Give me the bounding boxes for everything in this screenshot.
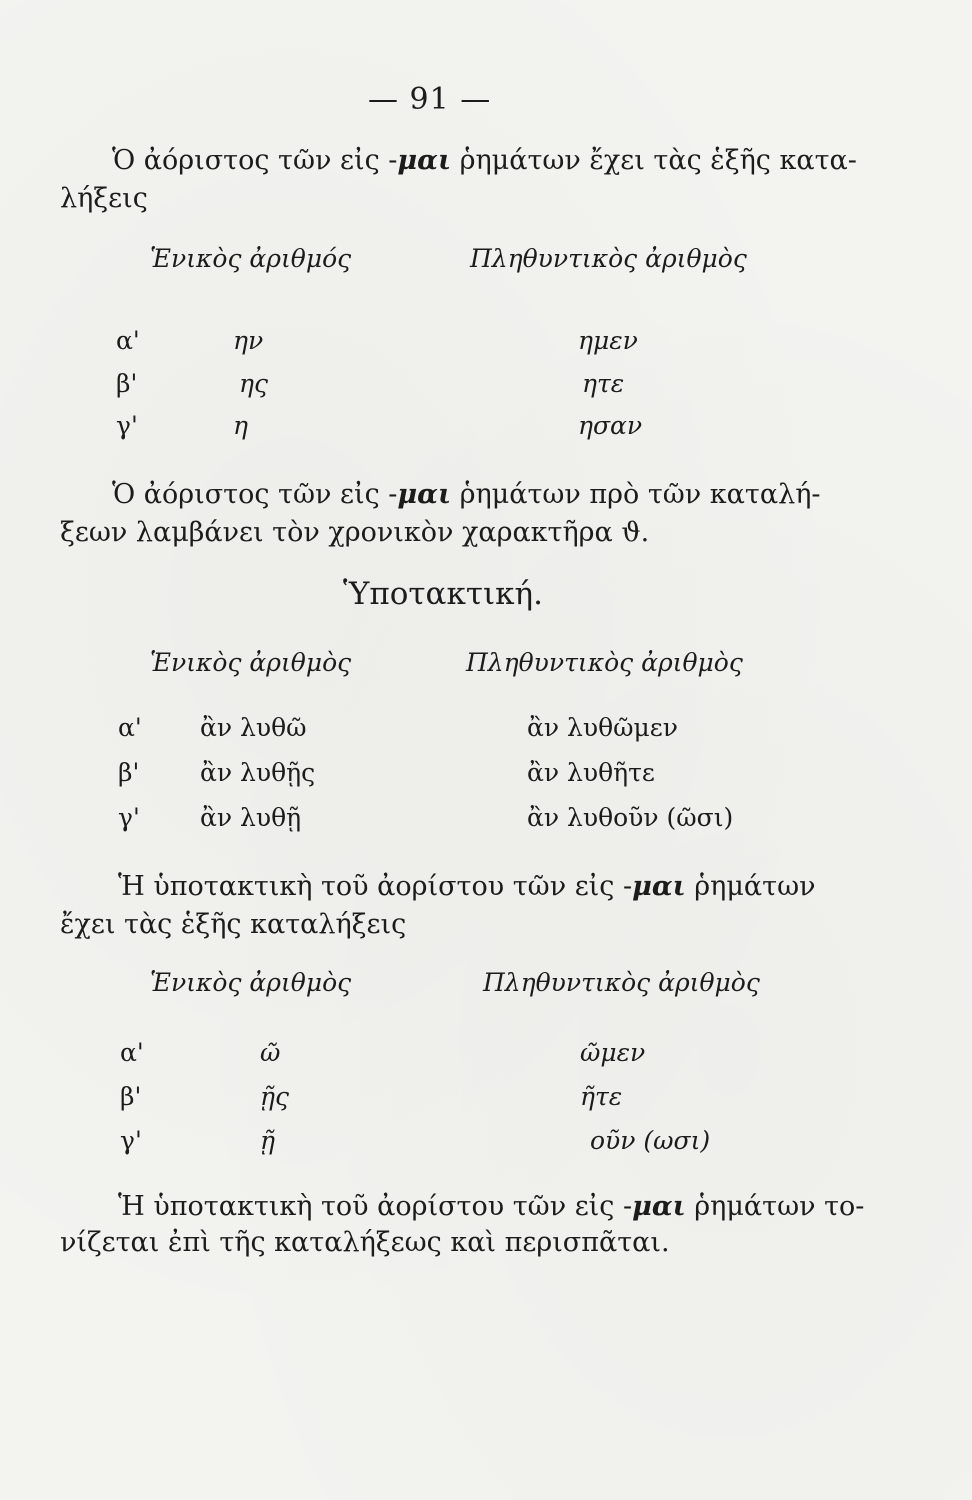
suffix-mai: μαι [632, 871, 686, 902]
person-label: α' [116, 326, 140, 355]
paragraph-line [112, 476, 821, 514]
plural-ending: ησαν [578, 411, 643, 440]
person-label: β' [116, 369, 138, 398]
column-header-plural: Πληθυντικὸς ἀριθμὸς [466, 648, 743, 677]
suffix-mai: μαι [632, 1191, 686, 1222]
singular-ending: η [233, 411, 248, 440]
paragraph-line: λήξεις [60, 183, 148, 214]
singular-ending: ῶ [260, 1038, 281, 1067]
singular-form: ἂν λυθῇ [200, 803, 302, 832]
text-segment: ῥημάτων ἔχει τὰς ἑξῆς κατα- [451, 145, 857, 176]
person-label: γ' [120, 1126, 142, 1155]
plural-form: ἂν λυθῆτε [527, 758, 655, 787]
column-header-plural: Πληθυντικὸς ἀριθμὸς [483, 968, 760, 997]
section-title: Ὑποτακτική. [343, 576, 543, 612]
person-label: α' [118, 713, 142, 742]
paragraph-line: ἔχει τὰς ἑξῆς καταλήξεις [60, 909, 407, 940]
singular-ending: ης [239, 369, 268, 398]
paragraph-line: ξεων λαμβάνει τὸν χρονικὸν χαρακτῆρα ϑ. [60, 517, 650, 548]
text-segment: Ὁ ἀόριστος τῶν εἰς - [112, 145, 398, 176]
plural-ending: ῶμεν [580, 1038, 646, 1067]
singular-ending: ῇς [260, 1082, 289, 1111]
singular-form: ἂν λυθῇς [200, 758, 316, 787]
column-header-singular: Ἑνικὸς ἀριθμός [150, 244, 352, 273]
paragraph-line [118, 868, 816, 906]
person-label: γ' [118, 803, 140, 832]
person-label: β' [118, 758, 140, 787]
singular-ending: ην [233, 326, 264, 355]
text-segment: Ἡ ὑποτακτικὴ τοῦ ἀορίστου τῶν εἰς - [118, 1191, 633, 1222]
page-number: — 91 — [368, 82, 492, 117]
paragraph-line [112, 142, 857, 180]
paragraph-line: νίζεται ἐπὶ τῆς καταλήξεως καὶ περισπᾶται. [60, 1227, 670, 1258]
singular-ending: ῇ [260, 1126, 275, 1155]
paragraph-line [118, 1188, 864, 1226]
person-label: α' [120, 1038, 144, 1067]
text-segment: Ἡ ὑποτακτικὴ τοῦ ἀορίστου τῶν εἰς - [118, 871, 633, 902]
singular-form: ἂν λυθῶ [200, 713, 307, 742]
person-label: γ' [116, 411, 138, 440]
column-header-plural: Πληθυντικὸς ἀριθμὸς [470, 244, 747, 273]
column-header-singular: Ἑνικὸς ἀριθμὸς [150, 968, 352, 997]
plural-form: ἂν λυθῶμεν [527, 713, 678, 742]
person-label: β' [120, 1082, 142, 1111]
column-header-singular: Ἑνικὸς ἀριθμὸς [150, 648, 352, 677]
plural-ending: ῆτε [580, 1082, 623, 1111]
plural-ending: οῦν (ωσι) [590, 1126, 711, 1155]
plural-ending: ημεν [578, 326, 638, 355]
text-segment: ῥημάτων [685, 871, 816, 902]
suffix-mai: μαι [397, 145, 452, 176]
plural-ending: ητε [582, 369, 625, 398]
text-segment: ῥημάτων πρὸ τῶν καταλή- [451, 479, 821, 510]
text-segment: Ὁ ἀόριστος τῶν εἰς - [112, 479, 398, 510]
plural-form: ἂν λυθοῦν (ῶσι) [527, 803, 734, 832]
suffix-mai: μαι [397, 479, 452, 510]
text-segment: ῥημάτων το- [685, 1191, 865, 1222]
